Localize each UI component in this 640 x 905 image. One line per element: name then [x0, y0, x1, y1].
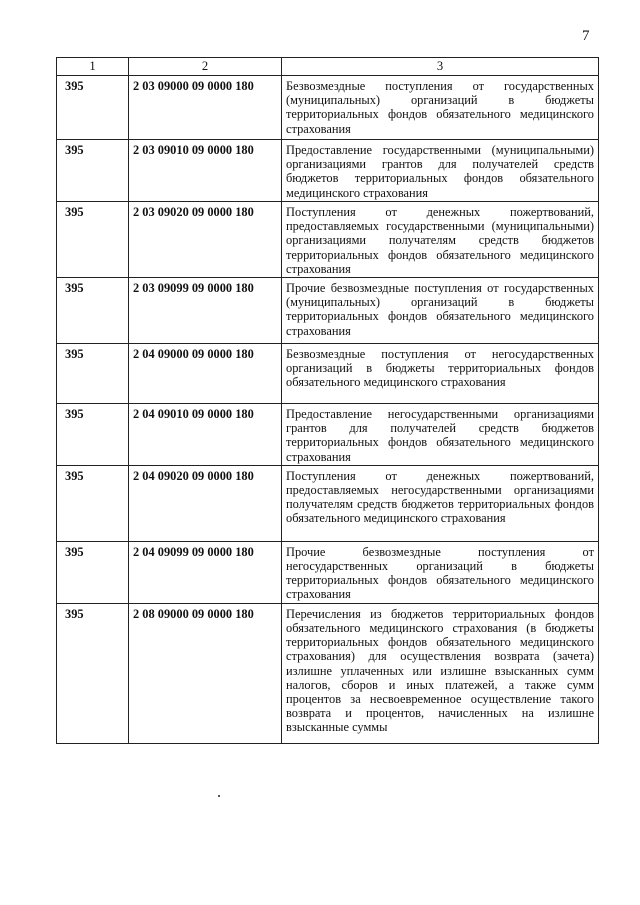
table-row [57, 344, 599, 404]
page-number: 7 [582, 28, 590, 44]
budget-code-cell: 2 03 09099 09 0000 180 [129, 278, 282, 344]
table-row [57, 465, 599, 541]
description-cell: Поступления от денежных пожертвований, предоставляемых негосударственными организациями получателям средств бюджетов территориальных фондов обязательного медицинского страхования [282, 465, 599, 541]
table-row [57, 202, 599, 278]
admin-code-cell: 395 [57, 278, 129, 344]
table-row [57, 76, 599, 140]
description-cell: Предоставление государственными (муниципальными) организациями грантов для получателей средств бюджетов территориальных фондов обязательного медицинского страхования [282, 140, 599, 202]
description-cell: Перечисления из бюджетов территориальных фондов обязательного медицинского страхования (в бюджеты территориальных фондов обязательного медицинского страхования) для осуществления возврата (зачета) излишне уплаченных или излишне взысканных сумм налогов, сборов и иных платежей, а также сумм процентов за несвоевременное осуществление такого возврата и процентов, начисленных на излишне взысканные суммы [282, 603, 599, 743]
budget-classification-table [56, 57, 599, 744]
table-row [57, 278, 599, 344]
description-cell: Предоставление негосударственными организациями грантов для получателей средств бюджетов территориальных фондов обязательного медицинского страхования [282, 404, 599, 466]
admin-code-cell: 395 [57, 140, 129, 202]
description-cell: Прочие безвозмездные поступления от государственных (муниципальных) организаций в бюджеты территориальных фондов обязательного медицинского страхования [282, 278, 599, 344]
budget-code-cell: 2 04 09099 09 0000 180 [129, 541, 282, 603]
budget-code-cell: 2 04 09020 09 0000 180 [129, 465, 282, 541]
budget-code-cell: 2 08 09000 09 0000 180 [129, 603, 282, 743]
table-row [57, 140, 599, 202]
admin-code-cell: 395 [57, 465, 129, 541]
header-col-3: 3 [282, 58, 599, 76]
budget-code-cell: 2 03 09000 09 0000 180 [129, 76, 282, 140]
admin-code-cell: 395 [57, 202, 129, 278]
scan-speck [218, 795, 220, 797]
admin-code-cell: 395 [57, 603, 129, 743]
table-header-row [57, 58, 599, 76]
description-cell: Безвозмездные поступления от государственных (муниципальных) организаций в бюджеты территориальных фондов обязательного медицинского страхования [282, 76, 599, 140]
budget-code-cell: 2 04 09010 09 0000 180 [129, 404, 282, 466]
table-row [57, 404, 599, 466]
table-row [57, 541, 599, 603]
admin-code-cell: 395 [57, 541, 129, 603]
admin-code-cell: 395 [57, 344, 129, 404]
budget-code-cell: 2 04 09000 09 0000 180 [129, 344, 282, 404]
budget-code-cell: 2 03 09020 09 0000 180 [129, 202, 282, 278]
admin-code-cell: 395 [57, 404, 129, 466]
description-cell: Прочие безвозмездные поступления от негосударственных организаций в бюджеты территориальных фондов обязательного медицинского страхования [282, 541, 599, 603]
table-row [57, 603, 599, 743]
description-cell: Поступления от денежных пожертвований, предоставляемых государственными (муниципальными) организациями получателям средств бюджетов территориальных фондов обязательного медицинского страхования [282, 202, 599, 278]
header-col-1: 1 [57, 58, 129, 76]
header-col-2: 2 [129, 58, 282, 76]
admin-code-cell: 395 [57, 76, 129, 140]
description-cell: Безвозмездные поступления от негосударственных организаций в бюджеты территориальных фондов обязательного медицинского страхования [282, 344, 599, 404]
budget-code-cell: 2 03 09010 09 0000 180 [129, 140, 282, 202]
